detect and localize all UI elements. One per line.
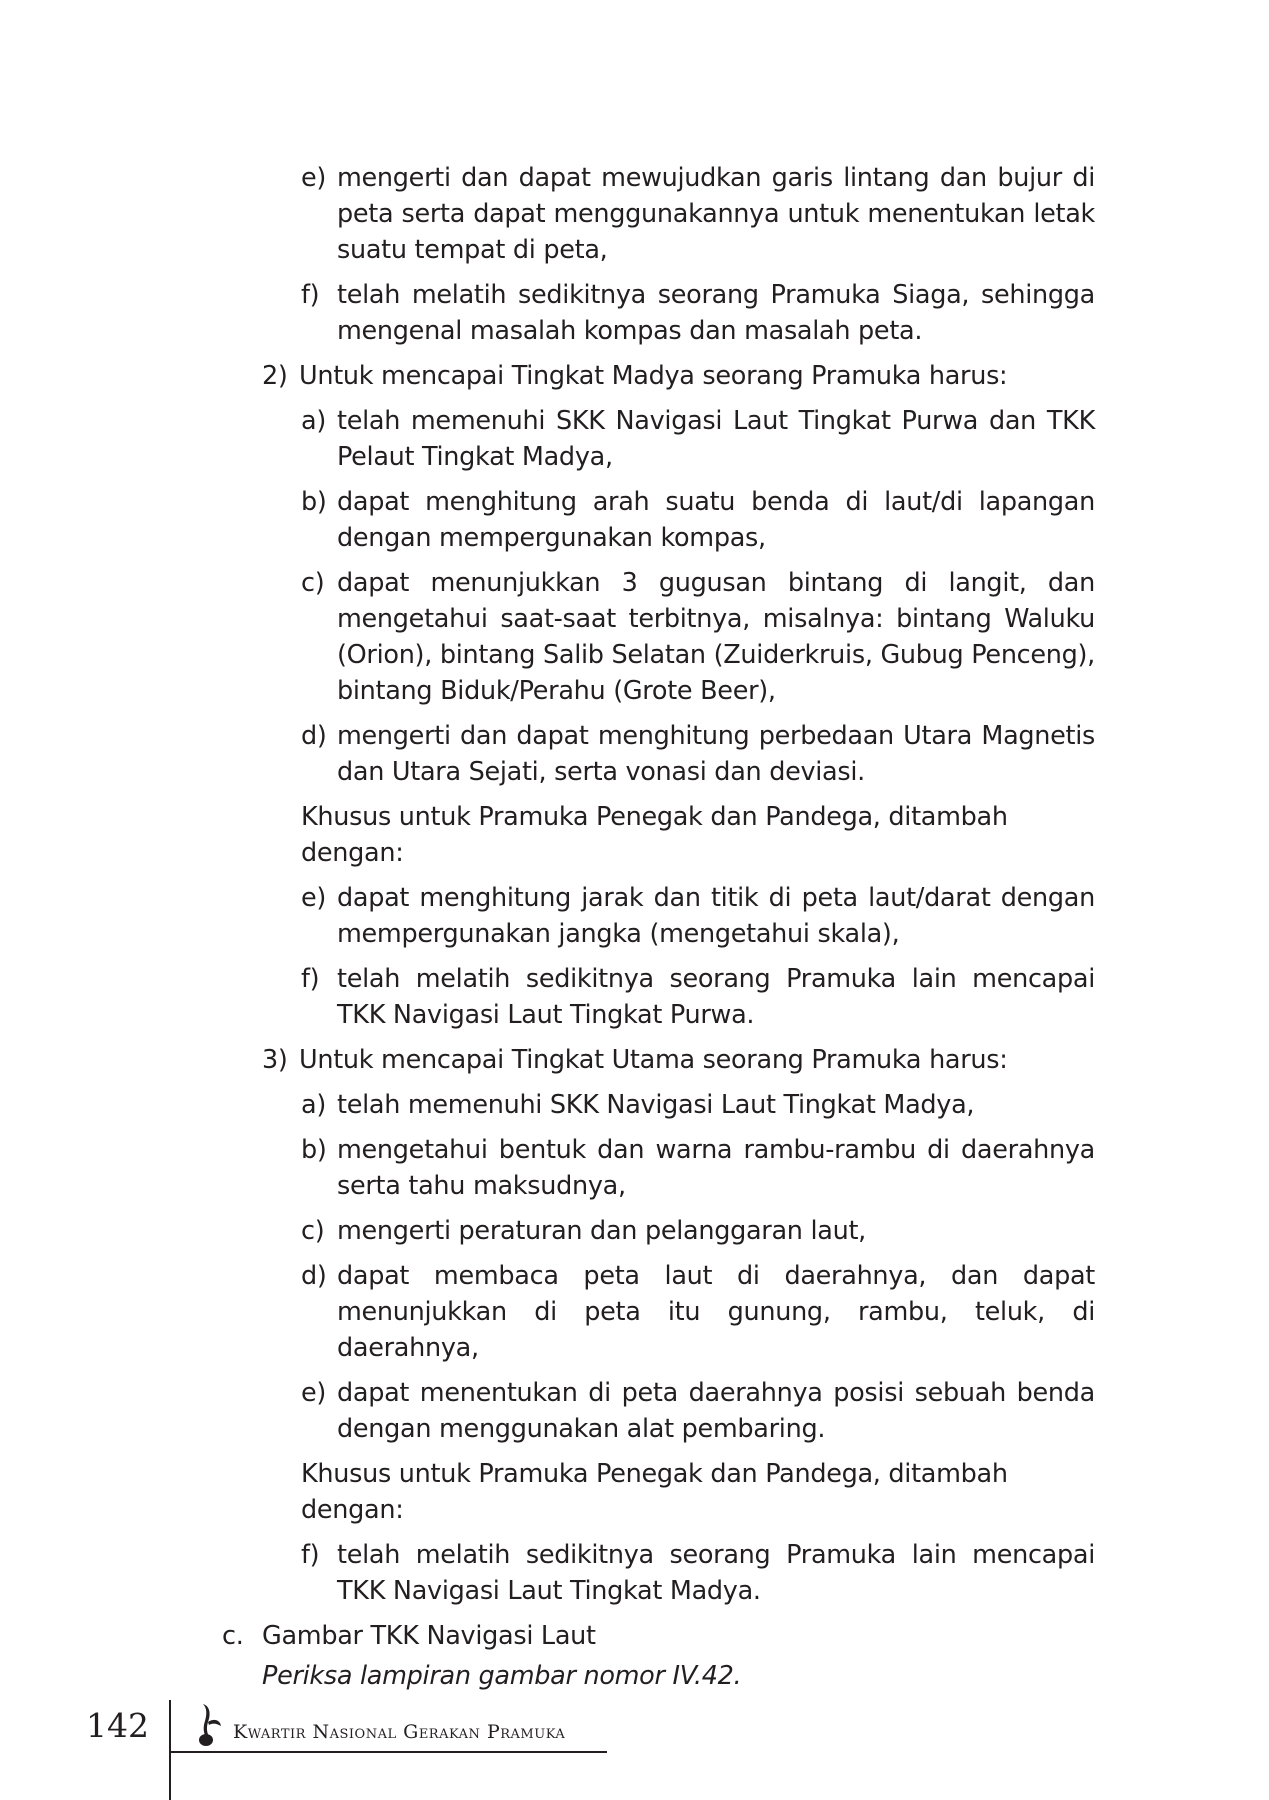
item-label: e) xyxy=(301,883,327,913)
list-item xyxy=(0,1258,1095,1366)
item-label: c) xyxy=(301,568,325,598)
item-text: Gambar TKK Navigasi Laut xyxy=(262,1621,596,1651)
item-label: f) xyxy=(301,964,320,994)
list-item xyxy=(0,565,1095,709)
list-item xyxy=(0,1375,1095,1447)
item-label: e) xyxy=(301,1378,327,1408)
item-text: mengerti peraturan dan pelanggaran laut, xyxy=(337,1216,866,1246)
list-item xyxy=(0,1042,1095,1078)
item-label: c) xyxy=(301,1216,325,1246)
item-label: f) xyxy=(301,280,320,310)
item-label: e) xyxy=(301,163,327,193)
item-label: a) xyxy=(301,1090,326,1120)
section-note: Khusus untuk Pramuka Penegak dan Pandega, ditambah dengan: xyxy=(301,1459,1008,1525)
item-text: dapat menghitung jarak dan titik di peta laut/darat dengan mempergunakan jangka (mengetahui skala), xyxy=(337,883,1095,949)
item-text: mengerti dan dapat menghitung perbedaan Utara Magnetis dan Utara Sejati, serta vonasi dan deviasi. xyxy=(337,721,1095,787)
list-item xyxy=(0,1132,1095,1204)
list-item xyxy=(0,1213,1095,1249)
item-text: Untuk mencapai Tingkat Utama seorang Pramuka harus: xyxy=(299,1045,1008,1075)
item-label: d) xyxy=(301,1261,327,1291)
item-label: a) xyxy=(301,406,326,436)
section-note: Khusus untuk Pramuka Penegak dan Pandega, ditambah dengan: xyxy=(301,802,1008,868)
page-body xyxy=(0,160,1269,1694)
item-label: b) xyxy=(301,1135,327,1165)
list-item xyxy=(0,1537,1095,1609)
item-text: telah melatih sedikitnya seorang Pramuka Siaga, sehingga mengenal masalah kompas dan masalah peta. xyxy=(337,280,1095,346)
page-number: 142 xyxy=(86,1706,149,1745)
tunas-kelapa-icon xyxy=(194,1700,222,1748)
item-text: dapat menentukan di peta daerahnya posisi sebuah benda dengan menggunakan alat pembaring. xyxy=(337,1378,1095,1444)
footer-divider-vertical xyxy=(169,1700,171,1800)
item-label: 2) xyxy=(262,361,288,391)
item-text: Untuk mencapai Tingkat Madya seorang Pramuka harus: xyxy=(299,361,1008,391)
item-label: b) xyxy=(301,487,327,517)
list-item xyxy=(0,403,1095,475)
publisher-name: Kwartir Nasional Gerakan Pramuka xyxy=(233,1721,566,1743)
section-heading xyxy=(0,1618,1095,1654)
item-text: telah melatih sedikitnya seorang Pramuka lain mencapai TKK Navigasi Laut Tingkat Purwa. xyxy=(337,964,1095,1030)
item-label: f) xyxy=(301,1540,320,1570)
list-item xyxy=(0,718,1095,790)
item-text: telah melatih sedikitnya seorang Pramuka lain mencapai TKK Navigasi Laut Tingkat Madya. xyxy=(337,1540,1095,1606)
list-item xyxy=(0,484,1095,556)
list-item xyxy=(0,961,1095,1033)
item-label: c. xyxy=(222,1621,244,1651)
list-item xyxy=(0,160,1095,268)
item-label: 3) xyxy=(262,1045,288,1075)
item-text: dapat menunjukkan 3 gugusan bintang di langit, dan mengetahui saat-saat terbitnya, misalnya: bintang Waluku (Orion), bintang Salib Selatan (Zuiderkruis, Gubug Penceng), bintang Biduk/Perahu (Grote Beer), xyxy=(337,568,1095,706)
item-text: telah memenuhi SKK Navigasi Laut Tingkat Purwa dan TKK Pelaut Tingkat Madya, xyxy=(337,406,1095,472)
item-text: dapat membaca peta laut di daerahnya, dan dapat menunjukkan di peta itu gunung, rambu, teluk, di daerahnya, xyxy=(337,1261,1095,1363)
reference-note: Periksa lampiran gambar nomor IV.42. xyxy=(262,1661,742,1691)
footer-divider-horizontal xyxy=(169,1751,607,1753)
item-text: telah memenuhi SKK Navigasi Laut Tingkat Madya, xyxy=(337,1090,975,1120)
list-item xyxy=(0,1087,1095,1123)
item-label: d) xyxy=(301,721,327,751)
item-text: mengetahui bentuk dan warna rambu-rambu di daerahnya serta tahu maksudnya, xyxy=(337,1135,1095,1201)
list-item xyxy=(0,277,1095,349)
list-item xyxy=(0,358,1095,394)
list-item xyxy=(0,880,1095,952)
item-text: dapat menghitung arah suatu benda di laut/di lapangan dengan mempergunakan kompas, xyxy=(337,487,1095,553)
item-text: mengerti dan dapat mewujudkan garis lintang dan bujur di peta serta dapat menggunakannya untuk menentukan letak suatu tempat di peta, xyxy=(337,163,1095,265)
